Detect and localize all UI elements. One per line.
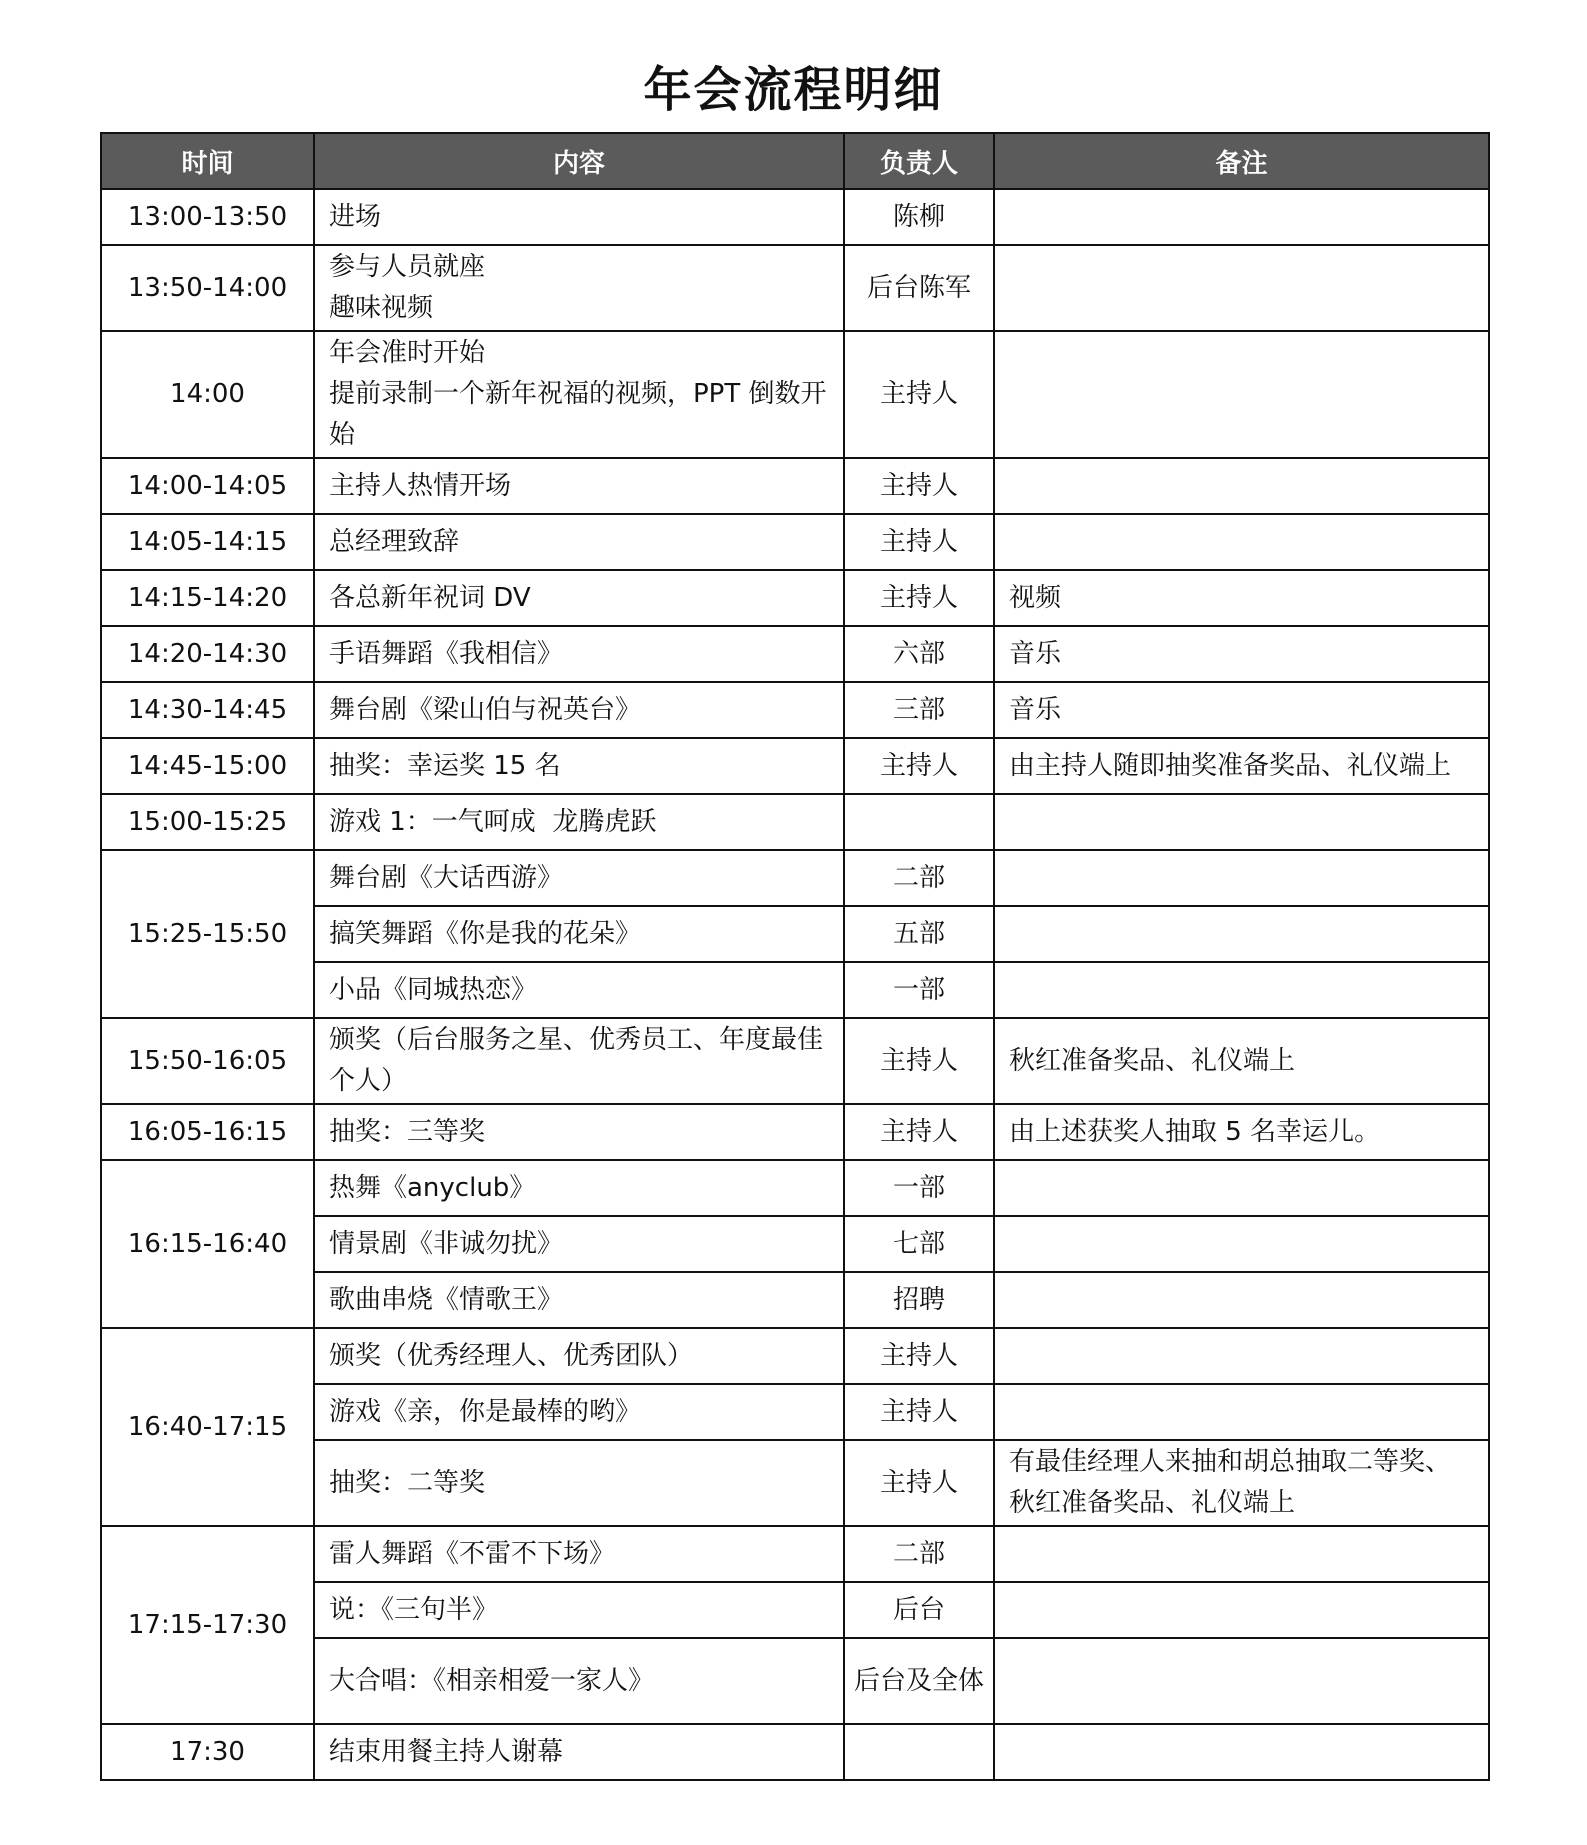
- content-cell: 抽奖：幸运奖 15 名: [314, 738, 844, 794]
- note-cell: [994, 1328, 1489, 1384]
- content-cell: 小品《同城热恋》: [314, 962, 844, 1018]
- content-cell: 抽奖：三等奖: [314, 1104, 844, 1160]
- note-cell: 音乐: [994, 626, 1489, 682]
- time-cell: 14:15-14:20: [101, 570, 314, 626]
- time-cell: 13:50-14:00: [101, 245, 314, 331]
- table-row: [101, 626, 1489, 682]
- owner-cell: 主持人: [844, 331, 994, 458]
- table-header-row: [101, 133, 1489, 189]
- table-row: [101, 514, 1489, 570]
- time-cell: 16:15-16:40: [101, 1160, 314, 1328]
- table-row: [101, 738, 1489, 794]
- time-cell: 17:30: [101, 1724, 314, 1780]
- note-cell: 视频: [994, 570, 1489, 626]
- table-row: [101, 1104, 1489, 1160]
- owner-cell: 主持人: [844, 514, 994, 570]
- content-cell: 舞台剧《梁山伯与祝英台》: [314, 682, 844, 738]
- time-cell: 15:00-15:25: [101, 794, 314, 850]
- owner-cell: 五部: [844, 906, 994, 962]
- content-cell: 游戏 1：一气呵成 龙腾虎跃: [314, 794, 844, 850]
- owner-cell: 主持人: [844, 738, 994, 794]
- table-row: [101, 331, 1489, 458]
- table-row: [101, 1724, 1489, 1780]
- header-content: 内容: [314, 133, 844, 189]
- note-cell: 有最佳经理人来抽和胡总抽取二等奖、秋红准备奖品、礼仪端上: [994, 1440, 1489, 1526]
- note-cell: [994, 331, 1489, 458]
- note-cell: [994, 245, 1489, 331]
- time-cell: 17:15-17:30: [101, 1526, 314, 1724]
- owner-cell: 一部: [844, 962, 994, 1018]
- time-cell: 14:00-14:05: [101, 458, 314, 514]
- table-row: [101, 1160, 1489, 1216]
- content-line: 提前录制一个新年祝福的视频，PPT 倒数开始: [329, 379, 827, 450]
- content-cell: 歌曲串烧《情歌王》: [314, 1272, 844, 1328]
- content-cell: 大合唱：《相亲相爱一家人》: [314, 1638, 844, 1724]
- content-cell: 情景剧《非诚勿扰》: [314, 1216, 844, 1272]
- table-row: [101, 245, 1489, 331]
- owner-cell: 陈柳: [844, 189, 994, 245]
- content-cell: 结束用餐主持人谢幕: [314, 1724, 844, 1780]
- table-row: [101, 682, 1489, 738]
- time-cell: 15:50-16:05: [101, 1018, 314, 1104]
- note-cell: [994, 458, 1489, 514]
- content-cell: 舞台剧《大话西游》: [314, 850, 844, 906]
- time-cell: 13:00-13:50: [101, 189, 314, 245]
- time-cell: 16:40-17:15: [101, 1328, 314, 1526]
- owner-cell: [844, 794, 994, 850]
- note-cell: [994, 1582, 1489, 1638]
- owner-cell: 主持人: [844, 1328, 994, 1384]
- time-cell: 14:30-14:45: [101, 682, 314, 738]
- owner-cell: 主持人: [844, 1440, 994, 1526]
- table-row: [101, 1328, 1489, 1384]
- content-cell: [314, 245, 844, 331]
- table-row: [101, 458, 1489, 514]
- note-cell: [994, 794, 1489, 850]
- note-cell: 音乐: [994, 682, 1489, 738]
- note-cell: [994, 962, 1489, 1018]
- content-cell: 各总新年祝词 DV: [314, 570, 844, 626]
- content-cell: 手语舞蹈《我相信》: [314, 626, 844, 682]
- owner-cell: 主持人: [844, 458, 994, 514]
- content-cell: 说：《三句半》: [314, 1582, 844, 1638]
- note-cell: [994, 514, 1489, 570]
- note-cell: 由上述获奖人抽取 5 名幸运儿。: [994, 1104, 1489, 1160]
- note-cell: [994, 1724, 1489, 1780]
- owner-cell: 主持人: [844, 1104, 994, 1160]
- owner-cell: 二部: [844, 1526, 994, 1582]
- content-cell: 游戏《亲，你是最棒的哟》: [314, 1384, 844, 1440]
- time-cell: 15:25-15:50: [101, 850, 314, 1018]
- content-cell: [314, 331, 844, 458]
- owner-cell: 主持人: [844, 1018, 994, 1104]
- header-owner: 负责人: [844, 133, 994, 189]
- time-cell: 14:45-15:00: [101, 738, 314, 794]
- content-line: 参与人员就座: [329, 252, 486, 282]
- note-cell: [994, 906, 1489, 962]
- content-cell: 搞笑舞蹈《你是我的花朵》: [314, 906, 844, 962]
- note-cell: [994, 1384, 1489, 1440]
- content-cell: 进场: [314, 189, 844, 245]
- owner-cell: 二部: [844, 850, 994, 906]
- owner-cell: [844, 1724, 994, 1780]
- note-cell: [994, 1272, 1489, 1328]
- owner-cell: 主持人: [844, 570, 994, 626]
- table-row: [101, 570, 1489, 626]
- table-row: [101, 794, 1489, 850]
- owner-cell: 三部: [844, 682, 994, 738]
- note-cell: [994, 850, 1489, 906]
- table-row: [101, 850, 1489, 906]
- content-cell: 主持人热情开场: [314, 458, 844, 514]
- time-cell: 14:05-14:15: [101, 514, 314, 570]
- schedule-table: [100, 132, 1490, 1781]
- owner-cell: 六部: [844, 626, 994, 682]
- note-cell: [994, 1160, 1489, 1216]
- content-cell: 雷人舞蹈《不雷不下场》: [314, 1526, 844, 1582]
- header-note: 备注: [994, 133, 1489, 189]
- owner-cell: 七部: [844, 1216, 994, 1272]
- owner-cell: 招聘: [844, 1272, 994, 1328]
- owner-cell: 一部: [844, 1160, 994, 1216]
- owner-cell: 后台及全体: [844, 1638, 994, 1724]
- content-cell: 颁奖（优秀经理人、优秀团队）: [314, 1328, 844, 1384]
- note-cell: 由主持人随即抽奖准备奖品、礼仪端上: [994, 738, 1489, 794]
- note-cell: [994, 1216, 1489, 1272]
- table-row: [101, 1526, 1489, 1582]
- content-cell: 总经理致辞: [314, 514, 844, 570]
- time-cell: 14:20-14:30: [101, 626, 314, 682]
- note-cell: [994, 1638, 1489, 1724]
- time-cell: 16:05-16:15: [101, 1104, 314, 1160]
- content-cell: 热舞《anyclub》: [314, 1160, 844, 1216]
- note-cell: [994, 1526, 1489, 1582]
- content-line: 趣味视频: [329, 293, 434, 323]
- time-cell: 14:00: [101, 331, 314, 458]
- content-cell: 颁奖（后台服务之星、优秀员工、年度最佳个人）: [314, 1018, 844, 1104]
- note-cell: [994, 189, 1489, 245]
- content-cell: 抽奖：二等奖: [314, 1440, 844, 1526]
- header-time: 时间: [101, 133, 314, 189]
- owner-cell: 主持人: [844, 1384, 994, 1440]
- table-row: [101, 1018, 1489, 1104]
- table-row: [101, 189, 1489, 245]
- owner-cell: 后台: [844, 1582, 994, 1638]
- note-cell: 秋红准备奖品、礼仪端上: [994, 1018, 1489, 1104]
- content-line: 年会准时开始: [329, 338, 486, 368]
- page-title: 年会流程明细: [643, 62, 944, 118]
- owner-cell: 后台陈军: [844, 245, 994, 331]
